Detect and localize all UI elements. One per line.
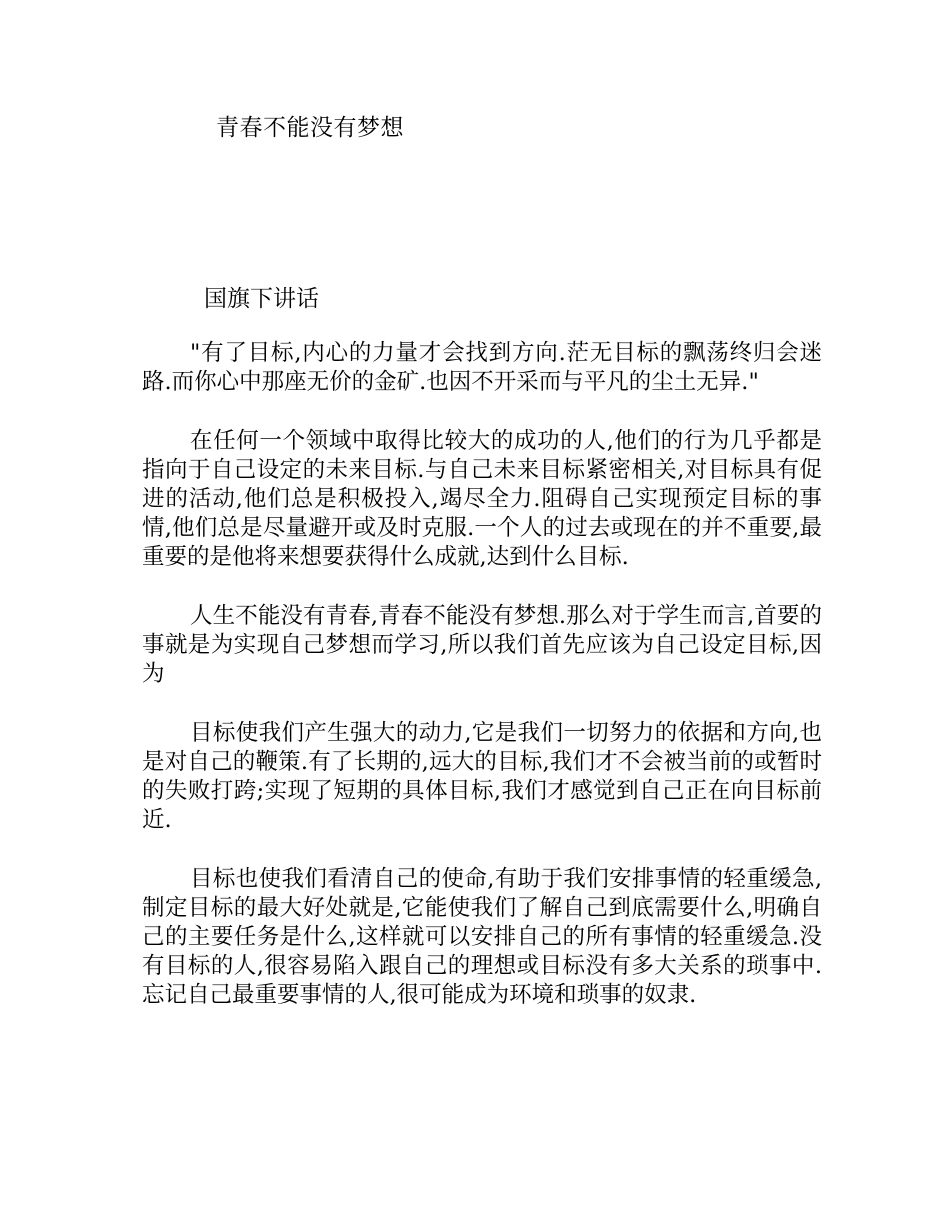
paragraph-success: 在任何一个领域中取得比较大的成功的人,他们的行为几乎都是指向于自己设定的未来目标.与自己未来目标紧密相关,对目标具有促进的活动,他们总是积极投入,竭尽全力.阻碍自己实现预定目标的事情,他们总是尽量避开或及时克服.一个人的过去或现在的并不重要,最重要的是他将来想要获得什么成就,达到什么目标. — [142, 428, 822, 570]
paragraph-youth-dream: 人生不能没有青春,青春不能没有梦想.那么对于学生而言,首要的事就是为实现自己梦想而学习,所以我们首先应该为自己设定目标,因为 — [142, 603, 822, 687]
paragraph-motivation: 目标使我们产生强大的动力,它是我们一切努力的依据和方向,也是对自己的鞭策.有了长期的,远大的目标,我们才不会被当前的或暂时的失败打跨;实现了短期的具体目标,我们才感觉到自己正在向目标前近. — [142, 720, 822, 833]
document-subtitle: 国旗下讲话 — [204, 286, 319, 312]
document-body — [142, 339, 822, 1040]
paragraph-mission: 目标也使我们看清自己的使命,有助于我们安排事情的轻重缓急,制定目标的最大好处就是,它能使我们了解自己到底需要什么,明确自己的主要任务是什么,这样就可以安排自己的所有事情的轻重缓急.没有目标的人,很容易陷入跟自己的理想或目标没有多大关系的琐事中.忘记自己最重要事情的人,很可能成为环境和琐事的奴隶. — [142, 866, 822, 1008]
paragraph-quote: "有了目标,内心的力量才会找到方向.茫无目标的飘荡终归会迷路.而你心中那座无价的金矿.也因不开采而与平凡的尘土无异." — [142, 340, 822, 395]
document-title: 青春不能没有梦想 — [216, 115, 404, 141]
